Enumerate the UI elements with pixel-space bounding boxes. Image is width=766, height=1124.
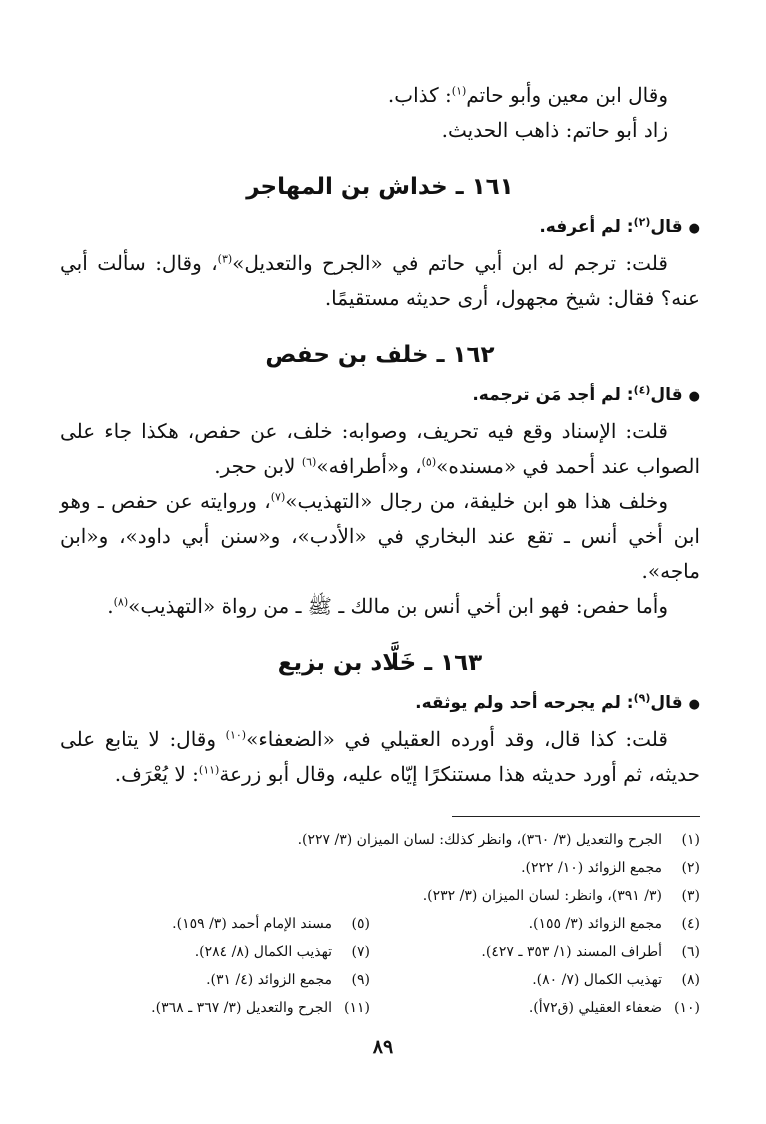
footnote-number: (٥) bbox=[351, 916, 370, 932]
paragraph-text: وخلف هذا هو ابن خليفة، من رجال «التهذيب» bbox=[285, 489, 668, 513]
page-number: ٨٩ bbox=[372, 1036, 394, 1058]
qal-text: : لم أعرفه. bbox=[539, 217, 634, 237]
bullet-icon: ● bbox=[688, 389, 700, 404]
footnote-ref[interactable]: (٩) bbox=[633, 691, 651, 705]
paragraph-text: قلت: كذا قال، وقد أورده العقيلي في «الضعفاء» bbox=[246, 727, 668, 751]
footnote-text: الجرح والتعديل (٣/ ٣٦٧ ـ ٣٦٨). bbox=[151, 1000, 332, 1016]
footnote-number: (١١) bbox=[344, 1000, 370, 1016]
qal-line-163 bbox=[60, 686, 700, 722]
footnote-ref[interactable]: (٥) bbox=[421, 455, 437, 469]
qal-line-161 bbox=[60, 210, 700, 246]
footnote-ref[interactable]: (٦) bbox=[301, 455, 317, 469]
footnote-number: (١٠) bbox=[674, 1000, 700, 1016]
footnote-row bbox=[80, 854, 700, 882]
footnote-ref[interactable]: (٨) bbox=[113, 595, 129, 609]
footnote-number: (٣) bbox=[681, 888, 700, 904]
paragraph-text: . bbox=[107, 594, 114, 618]
footnote-text: مجمع الزوائد (٣/ ١٥٥). bbox=[528, 916, 662, 932]
bullet-icon: ● bbox=[688, 697, 700, 712]
footnote-ref[interactable]: (٣) bbox=[217, 252, 233, 266]
comment-paragraph-162-a bbox=[60, 414, 700, 484]
footnote-text: (٣/ ٣٩١)، وانظر: لسان الميزان (٣/ ٢٣٢). bbox=[422, 888, 662, 904]
entry-heading-161: ١٦١ ـ خداش بن المهاجر bbox=[246, 174, 514, 200]
footnote-ref[interactable]: (١) bbox=[451, 84, 467, 98]
footnote-row bbox=[80, 994, 700, 1022]
footnote-ref[interactable]: (٧) bbox=[270, 490, 286, 504]
footnote-number: (١) bbox=[681, 832, 700, 848]
footnote-number: (٢) bbox=[681, 860, 700, 876]
entry-heading-163: ١٦٣ ـ خَلَّاد بن بزيع bbox=[277, 650, 483, 676]
footnote-text: مسند الإمام أحمد (٣/ ١٥٩). bbox=[172, 916, 332, 932]
comment-paragraph-162-c bbox=[60, 589, 700, 624]
footnotes bbox=[80, 826, 700, 1022]
footnote-text: مجمع الزوائد (١٠/ ٢٢٢). bbox=[521, 860, 662, 876]
paragraph-text: ، و«أطرافه» bbox=[316, 454, 422, 478]
intro-line-2: زاد أبو حاتم: ذاهب الحديث. bbox=[441, 118, 668, 142]
qal-label: قال bbox=[650, 217, 683, 237]
comment-paragraph-163 bbox=[60, 722, 700, 792]
qal-text: : لم أجد مَن ترجمه. bbox=[472, 385, 634, 405]
qal-text: : لم يجرحه أحد ولم يوثقه. bbox=[415, 693, 634, 713]
comment-paragraph-162-b bbox=[60, 484, 700, 589]
page-body bbox=[60, 78, 700, 792]
entry-heading-162: ١٦٢ ـ خلف بن حفص bbox=[265, 342, 495, 368]
paragraph-text: قلت: ترجم له ابن أبي حاتم في «الجرح والتعديل» bbox=[232, 251, 668, 275]
footnote-ref[interactable]: (٢) bbox=[633, 215, 651, 229]
qal-label: قال bbox=[650, 385, 683, 405]
footnote-row bbox=[80, 826, 700, 854]
footnote-number: (٤) bbox=[681, 916, 700, 932]
footnote-divider bbox=[452, 816, 700, 817]
paragraph-text: قلت: الإسناد وقع فيه تحريف، وصوابه: خلف، عن حفص، هكذا جاء على الصواب عند أحمد في «مسنده» bbox=[60, 419, 700, 478]
footnote-text: ضعفاء العقيلي (ق٧٢أ). bbox=[528, 1000, 662, 1016]
footnote-row bbox=[80, 910, 700, 938]
bullet-icon: ● bbox=[688, 221, 700, 236]
footnote-ref[interactable]: (١١) bbox=[198, 763, 220, 777]
paragraph-text: وأما حفص: فهو ابن أخي أنس بن مالك ـ ﷺ ـ من رواة «التهذيب» bbox=[128, 594, 668, 618]
paragraph-text: ، وروايته عن حفص ـ وهو ابن أخي أنس ـ تقع عند البخاري في «الأدب»، و«سنن أبي داود»، و«ابن ماجه». bbox=[60, 489, 700, 583]
intro-line-1 bbox=[60, 78, 700, 113]
footnote-number: (٨) bbox=[681, 972, 700, 988]
footnote-row bbox=[80, 966, 700, 994]
comment-paragraph-161 bbox=[60, 246, 700, 316]
footnote-text: مجمع الزوائد (٤/ ٣١). bbox=[206, 972, 332, 988]
footnote-row bbox=[80, 938, 700, 966]
intro-text: وقال ابن معين وأبو حاتم bbox=[466, 83, 668, 107]
paragraph-text: ، وقال: سألت أبي عنه؟ فقال: شيخ مجهول، أرى حديثه مستقيمًا. bbox=[60, 251, 700, 310]
footnote-row bbox=[80, 882, 700, 910]
footnote-number: (٧) bbox=[351, 944, 370, 960]
footnote-ref[interactable]: (٤) bbox=[633, 383, 651, 397]
footnote-text: أطراف المسند (١/ ٣٥٣ ـ ٤٢٧). bbox=[481, 944, 662, 960]
footnote-text: تهذيب الكمال (٧/ ٨٠). bbox=[532, 972, 662, 988]
qal-line-162 bbox=[60, 378, 700, 414]
footnote-number: (٩) bbox=[351, 972, 370, 988]
footnote-text: الجرح والتعديل (٣/ ٣٦٠)، وانظر كذلك: لسان الميزان (٣/ ٢٢٧). bbox=[297, 832, 662, 848]
footnote-number: (٦) bbox=[681, 944, 700, 960]
paragraph-text: وقال: لا يتابع على حديثه، ثم أورد حديثه هذا مستنكرًا إيّاه عليه، وقال أبو زرعة bbox=[60, 727, 700, 786]
paragraph-text: لابن حجر. bbox=[214, 454, 302, 478]
footnote-ref[interactable]: (١٠) bbox=[225, 728, 247, 742]
footnote-text: تهذيب الكمال (٨/ ٢٨٤). bbox=[194, 944, 332, 960]
paragraph-text: : لا يُعْرَف. bbox=[114, 762, 199, 786]
intro-text-end: : كذاب. bbox=[387, 83, 452, 107]
qal-label: قال bbox=[650, 693, 683, 713]
